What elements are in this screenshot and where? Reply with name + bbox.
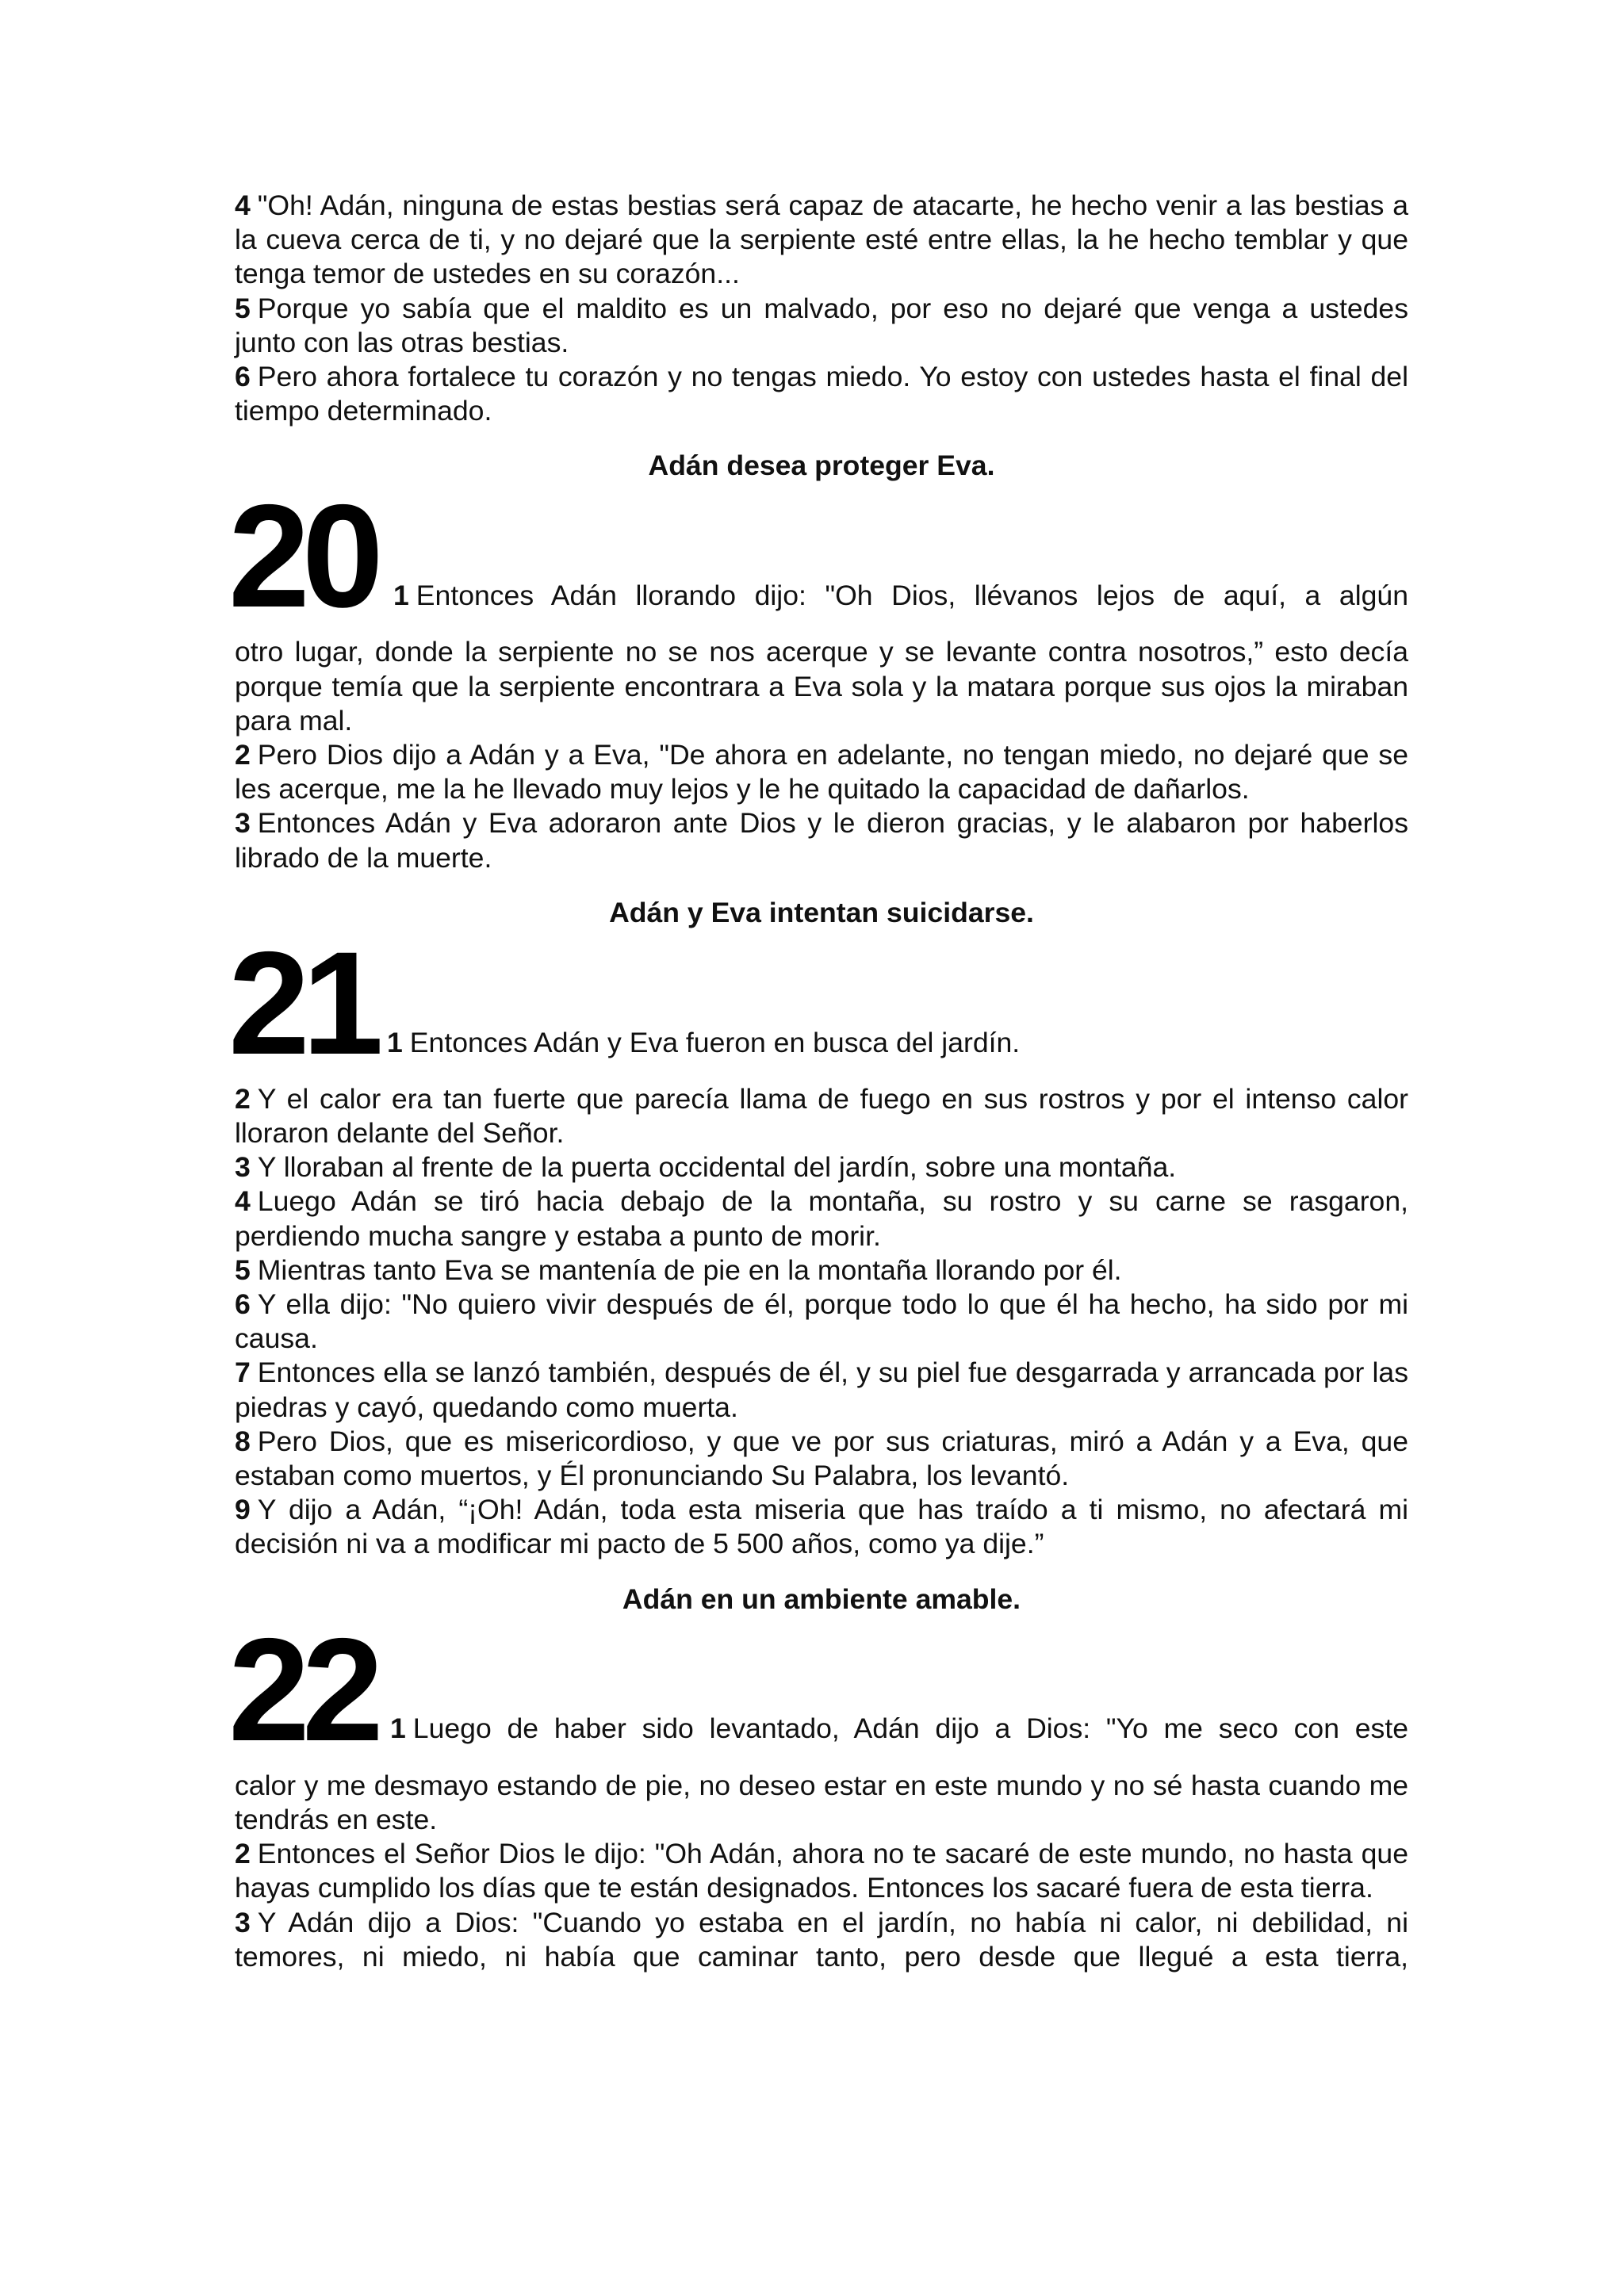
verse-text: "Oh! Adán, ninguna de estas bestias será capaz de atacarte, he hecho venir a las bestias a la cueva cerca de ti, y no dejaré que la serpiente esté entre ellas, la he hecho temblar y que tenga temor de ustedes en su corazón... xyxy=(235,189,1408,290)
verse-21-9 xyxy=(235,1493,1408,1561)
verse-text: Entonces Adán y Eva fueron en busca del jardín. xyxy=(409,1026,1021,1058)
verse-19-6 xyxy=(235,360,1408,428)
verse-21-8 xyxy=(235,1425,1408,1493)
chapter-first-line xyxy=(393,579,1408,613)
section-heading-22: Adán en un ambiente amable. xyxy=(622,1582,1021,1615)
verse-text: Entonces Adán llorando dijo: "Oh Dios, llévanos lejos de aquí, a algún xyxy=(416,580,1408,612)
chapter-21-start xyxy=(228,921,1408,1085)
verse-19-4 xyxy=(235,189,1408,292)
verse-text: Porque yo sabía que el maldito es un malvado, por eso no dejaré que venga a ustedes junto con las otras bestias. xyxy=(235,292,1408,358)
verse-number: 5 xyxy=(235,1253,251,1286)
verse-text: Y lloraban al frente de la puerta occidental del jardín, sobre una montaña. xyxy=(257,1151,1177,1184)
section-heading-21: Adán y Eva intentan suicidarse. xyxy=(609,896,1034,928)
verse-text: Y Adán dijo a Dios: "Cuando yo estaba en el jardín, no había ni calor, ni debilidad, ni temores, ni miedo, ni había que caminar tanto, pero desde que llegué a esta tierra, xyxy=(235,1906,1408,1973)
verse-text: Luego Adán se tiró hacia debajo de la montaña, su rostro y su carne se rasgaron, perdiendo mucha sangre y estaba a punto de morir. xyxy=(235,1185,1408,1252)
verse-text: Pero ahora fortalece tu corazón y no tengas miedo. Yo estoy con ustedes hasta el final del tiempo determinado. xyxy=(235,361,1408,427)
verse-21-7 xyxy=(235,1356,1408,1424)
chapter-20-start xyxy=(228,475,1408,639)
chapter-number: 21 xyxy=(228,921,376,1085)
section-heading-20: Adán desea proteger Eva. xyxy=(648,450,995,482)
verse-number: 7 xyxy=(235,1357,251,1389)
verse-number: 1 xyxy=(387,1026,403,1058)
chapter-first-line xyxy=(390,1712,1408,1746)
verse-21-2 xyxy=(235,1082,1408,1150)
verse-text: Pero Dios dijo a Adán y a Eva, "De ahora en adelante, no tengan miedo, no dejaré que se les acerque, me la he llevado muy lejos y le he quitado la capacidad de dañarlos. xyxy=(235,739,1408,806)
verse-text: Mientras tanto Eva se mantenía de pie en la montaña llorando por él. xyxy=(257,1253,1122,1286)
verse-number: 3 xyxy=(235,807,251,840)
verse-text: Y ella dijo: "No quiero vivir después de él, porque todo lo que él ha hecho, ha sido por mi causa. xyxy=(235,1288,1408,1355)
verse-22-1-continuation: calor y me desmayo estando de pie, no deseo estar en este mundo y no sé hasta cuando me tendrás en este. xyxy=(235,1769,1408,1835)
verse-number: 8 xyxy=(235,1425,251,1457)
verse-21-3 xyxy=(235,1150,1408,1184)
verse-20-2 xyxy=(235,738,1408,806)
verse-text: Pero Dios, que es misericordioso, y que ve por sus criaturas, miró a Adán y a Eva, que estaban como muertos, y Él pronunciando Su Palabra, los levantó. xyxy=(235,1425,1408,1492)
verse-number: 4 xyxy=(235,1185,251,1218)
verse-21-6 xyxy=(235,1288,1408,1356)
verse-22-3 xyxy=(235,1906,1408,1974)
verse-number: 2 xyxy=(235,1082,251,1115)
chapter-number: 22 xyxy=(228,1608,376,1772)
verse-text: Entonces el Señor Dios le dijo: "Oh Adán, ahora no te sacaré de este mundo, no hasta que hayas cumplido los días que te están designados. Entonces los sacaré fuera de esta tierra. xyxy=(235,1838,1408,1904)
verse-number: 2 xyxy=(235,739,251,771)
verse-number: 9 xyxy=(235,1494,251,1526)
verse-number: 3 xyxy=(235,1906,251,1938)
verse-21-4 xyxy=(235,1184,1408,1253)
verse-number: 3 xyxy=(235,1151,251,1184)
verse-number: 2 xyxy=(235,1838,251,1870)
verse-number: 5 xyxy=(235,292,251,324)
verse-number: 4 xyxy=(235,189,251,221)
chapter-first-line xyxy=(387,1026,1408,1060)
verse-number: 6 xyxy=(235,1288,251,1321)
verse-text: Entonces Adán y Eva adoraron ante Dios y le dieron gracias, y le alabaron por haberlos librado de la muerte. xyxy=(235,807,1408,874)
chapter-22-start xyxy=(228,1608,1408,1772)
verse-number: 6 xyxy=(235,361,251,393)
verse-22-2 xyxy=(235,1837,1408,1905)
verse-number: 1 xyxy=(393,580,409,612)
verse-20-3 xyxy=(235,806,1408,874)
verse-20-1-continuation: otro lugar, donde la serpiente no se nos acerque y se levante contra nosotros,” esto decía porque temía que la serpiente encontrara a Eva sola y la matara porque sus ojos la miraban para mal. xyxy=(235,636,1408,737)
verse-text: Luego de haber sido levantado, Adán dijo a Dios: "Yo me seco con este xyxy=(412,1712,1408,1745)
verse-text: Y el calor era tan fuerte que parecía llama de fuego en sus rostros y por el intenso calor lloraron delante del Señor. xyxy=(235,1082,1408,1150)
verse-text: Y dijo a Adán, “¡Oh! Adán, toda esta miseria que has traído a ti mismo, no afectará mi decisión ni va a modificar mi pacto de 5 500 años, como ya dije.” xyxy=(235,1494,1408,1560)
verse-19-5 xyxy=(235,292,1408,360)
verse-21-5 xyxy=(235,1253,1408,1288)
document-page xyxy=(228,189,1408,1974)
verse-number: 1 xyxy=(390,1712,406,1745)
chapter-number: 20 xyxy=(228,475,376,639)
verse-text: Entonces ella se lanzó también, después de él, y su piel fue desgarrada y arrancada por las piedras y cayó, quedando como muerta. xyxy=(235,1357,1408,1423)
